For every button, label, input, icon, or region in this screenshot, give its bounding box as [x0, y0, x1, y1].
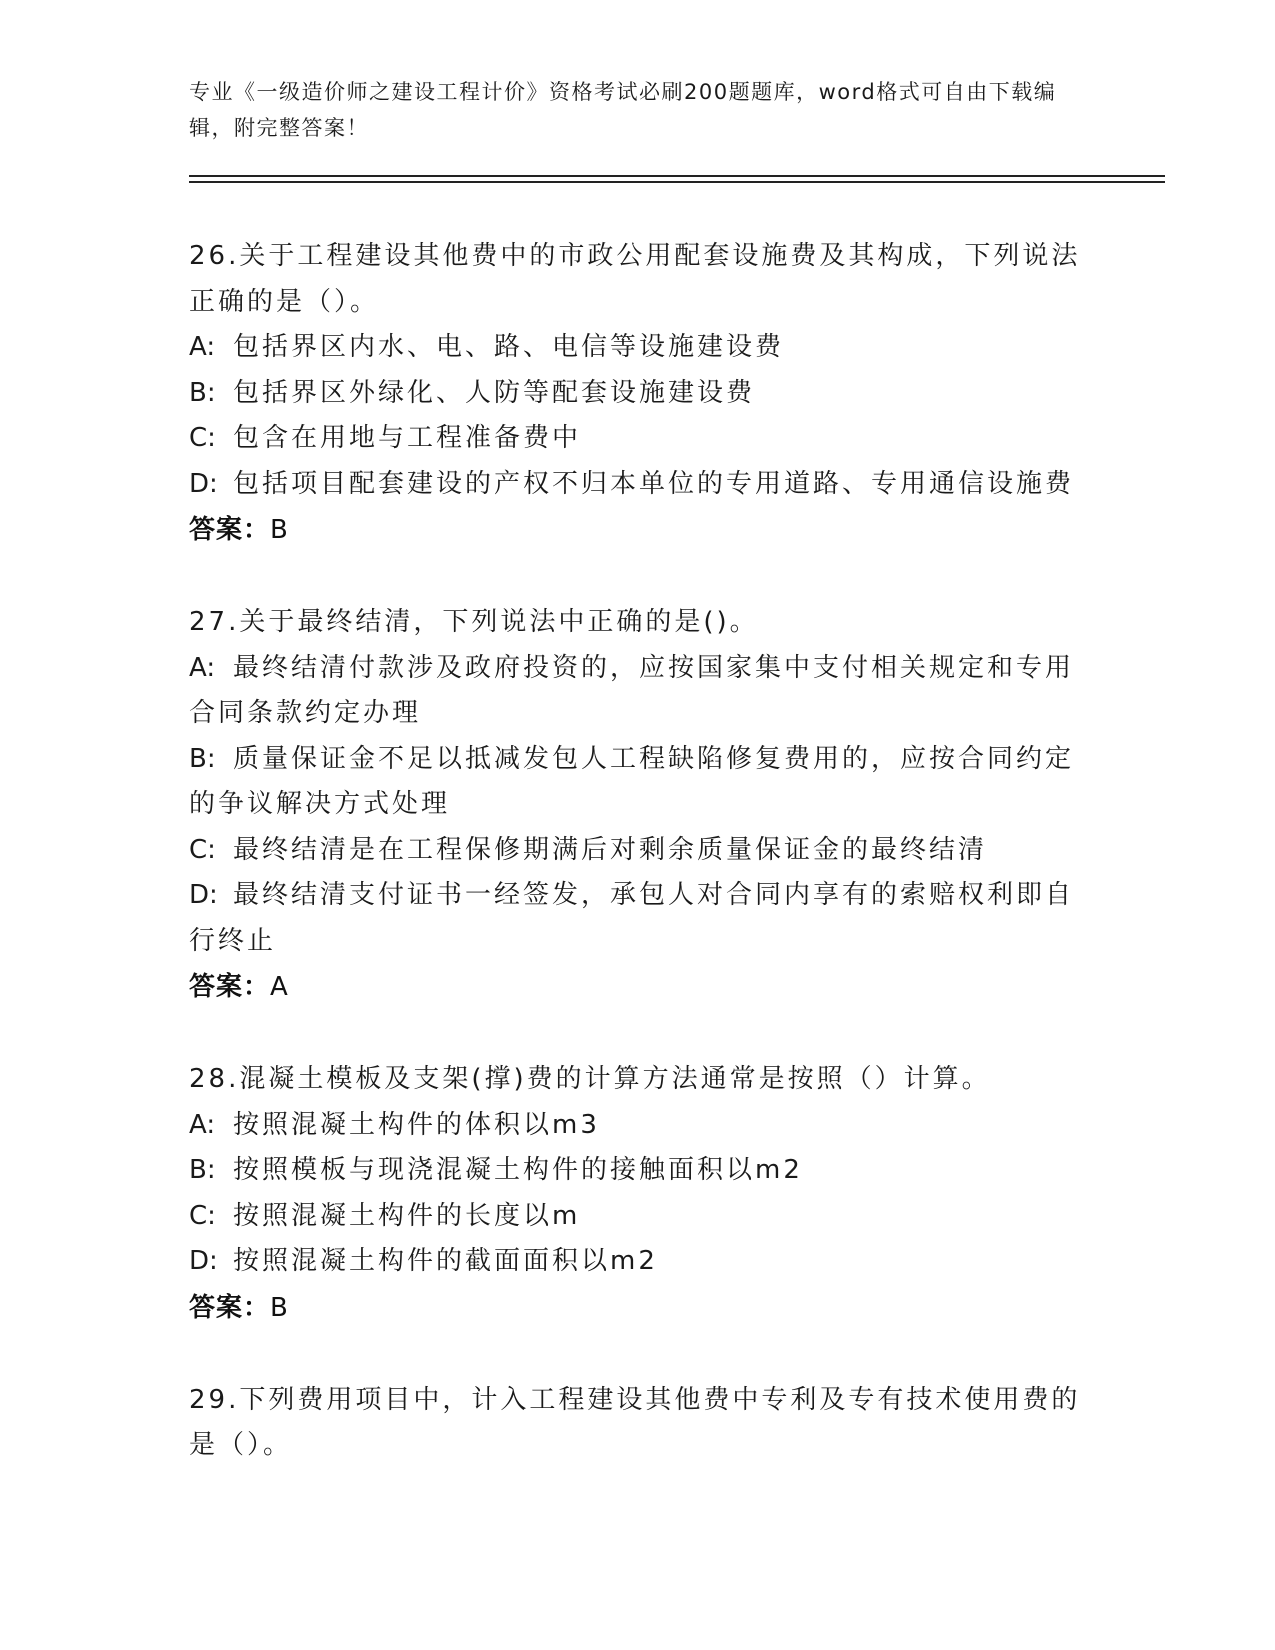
option-label: B:: [189, 377, 216, 408]
answer-option: [189, 873, 1089, 964]
answer-option: [189, 737, 1089, 828]
option-label: C:: [189, 423, 216, 453]
answer-line: [189, 964, 1089, 1010]
option-label: C:: [189, 1200, 216, 1231]
option-label: D:: [189, 468, 218, 499]
option-label: A:: [189, 332, 216, 362]
option-text: 按照混凝土构件的长度以m: [233, 1200, 581, 1231]
answer-option: [189, 1239, 1089, 1285]
answer-value: B: [270, 1292, 289, 1323]
answer-option: [189, 462, 1089, 508]
option-text: 质量保证金不足以抵减发包人工程缺陷修复费用的，应按合同约定的争议解决方式处理: [189, 743, 1075, 819]
option-text: 最终结清是在工程保修期满后对剩余质量保证金的最终结清: [233, 834, 988, 865]
answer-label: 答案：: [189, 1292, 271, 1323]
option-text: 包括界区外绿化、人防等配套设施建设费: [233, 377, 756, 408]
answer-label: 答案：: [189, 972, 271, 1002]
option-label: A:: [189, 652, 216, 683]
answer-option: [189, 646, 1089, 737]
option-text: 按照混凝土构件的截面面积以m2: [233, 1246, 658, 1276]
question-block: [189, 234, 1089, 553]
question-stem: 27.关于最终结清，下列说法中正确的是()。: [189, 607, 759, 637]
answer-option: [189, 325, 1089, 371]
question-stem: 28.混凝土模板及支架(撑)费的计算方法通常是按照（）计算。: [189, 1064, 991, 1094]
document-header: 专业《一级造价师之建设工程计价》资格考试必刷200题题库，word格式可自由下载编辑，附完整答案！: [189, 80, 1057, 140]
option-text: 最终结清付款涉及政府投资的，应按国家集中支付相关规定和专用合同条款约定办理: [189, 652, 1075, 728]
question-stem: 26.关于工程建设其他费中的市政公用配套设施费及其构成，下列说法正确的是（）。: [189, 241, 1081, 317]
question-block: [189, 1378, 1089, 1469]
question-list: [189, 234, 1089, 1516]
option-text: 包括项目配套建设的产权不归本单位的专用道路、专用通信设施费: [233, 468, 1075, 499]
option-label: B:: [189, 743, 216, 774]
answer-option: [189, 416, 1089, 462]
answer-line: [189, 1285, 1089, 1331]
question-block: [189, 600, 1089, 1010]
answer-option: [189, 828, 1089, 874]
option-label: D:: [189, 1246, 218, 1276]
question-block: [189, 1057, 1089, 1331]
header-divider-top: [189, 175, 1165, 177]
answer-value: A: [270, 972, 289, 1002]
option-label: D:: [189, 880, 218, 910]
option-text: 包含在用地与工程准备费中: [233, 423, 582, 453]
option-text: 按照混凝土构件的体积以m3: [233, 1109, 600, 1140]
option-text: 包括界区内水、电、路、电信等设施建设费: [233, 332, 785, 362]
answer-option: [189, 1194, 1089, 1240]
option-label: A:: [189, 1109, 216, 1140]
answer-value: B: [270, 515, 289, 545]
answer-option: [189, 1148, 1089, 1194]
answer-option: [189, 371, 1089, 417]
answer-line: [189, 507, 1089, 553]
option-label: C:: [189, 834, 216, 865]
header-divider-bottom: [189, 181, 1165, 183]
answer-label: 答案：: [189, 515, 271, 545]
option-text: 按照模板与现浇混凝土构件的接触面积以m2: [233, 1155, 803, 1185]
question-stem: 29.下列费用项目中，计入工程建设其他费中专利及专有技术使用费的是（）。: [189, 1384, 1081, 1460]
answer-option: [189, 1103, 1089, 1149]
option-label: B:: [189, 1155, 216, 1185]
option-text: 最终结清支付证书一经签发，承包人对合同内享有的索赔权利即自行终止: [189, 880, 1075, 956]
